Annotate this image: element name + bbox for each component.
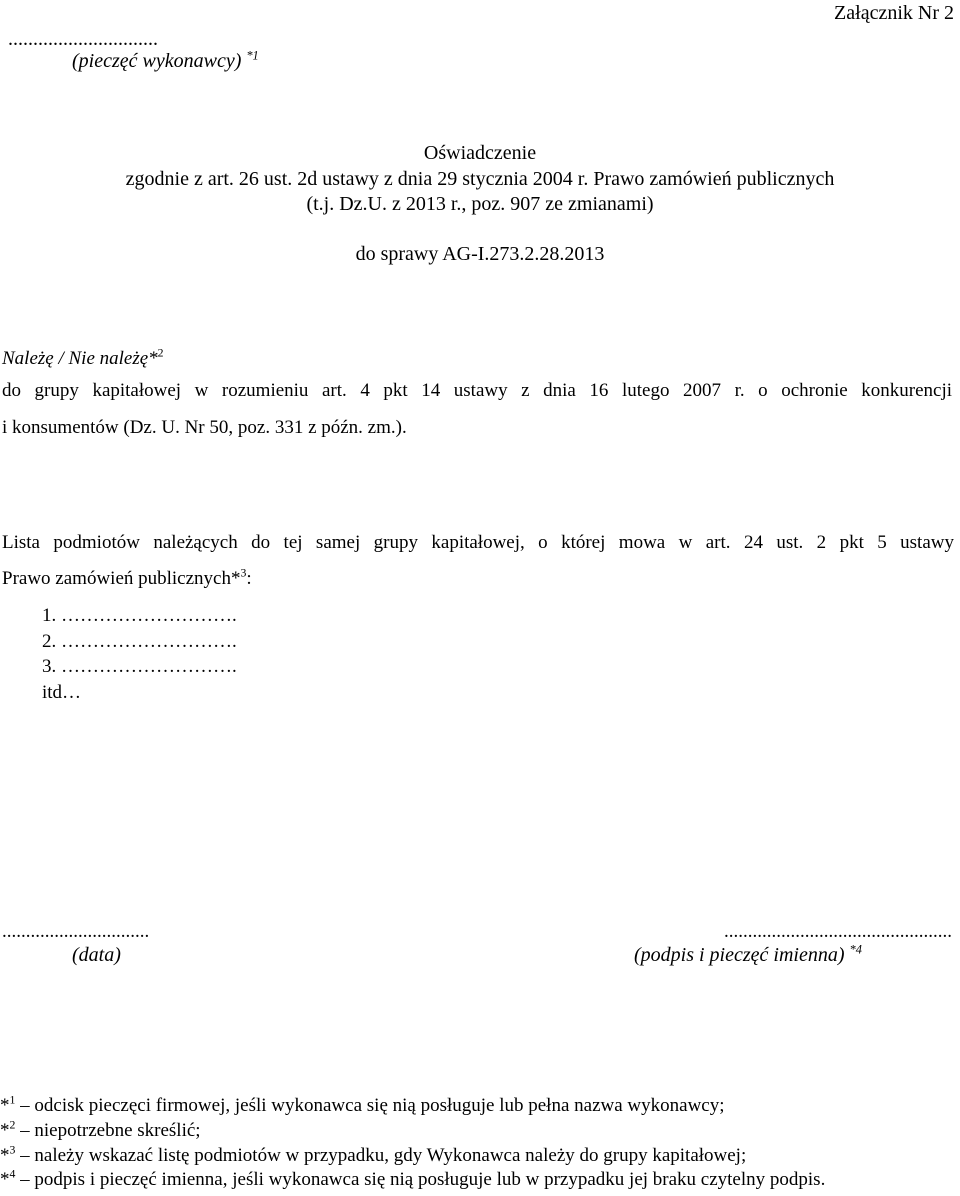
stamp-label-text: (pieczęć wykonawcy): [72, 50, 242, 72]
list-item: 3. ……………………….: [42, 656, 237, 677]
membership-line1: do grupy kapitałowej w rozumieniu art. 4 pkt 14 ustawy z dnia 16 lutego 2007 r. o ochronie konkurencji: [2, 380, 952, 401]
date-label: (data): [72, 944, 121, 966]
footnote-3: [0, 1145, 746, 1167]
date-dots: ...............................: [2, 921, 150, 942]
signature-footnote-ref: *4: [849, 942, 862, 957]
signature-label-text: (podpis i pieczęć imienna): [634, 944, 845, 966]
footnote-number: 4: [9, 1167, 16, 1181]
list-intro-line2: [2, 568, 252, 590]
footnote-text: – niepotrzebne skreślić;: [15, 1120, 201, 1141]
stamp-dots: ..............................: [8, 28, 158, 50]
legal-basis-line1: zgodnie z art. 26 ust. 2d ustawy z dnia 29 stycznia 2004 r. Prawo zamówień publicznych: [125, 168, 835, 190]
footnote-asterisk: *: [0, 1120, 10, 1141]
membership-footnote-ref: 2: [157, 346, 164, 360]
footnote-number: 3: [9, 1143, 16, 1157]
list-item: 2. ……………………….: [42, 631, 237, 652]
footnote-text: – odcisk pieczęci firmowej, jeśli wykonawca się nią posługuje lub pełna nazwa wykonawcy;: [15, 1095, 725, 1116]
footnote-number: 2: [9, 1118, 16, 1132]
legal-basis-line2: (t.j. Dz.U. z 2013 r., poz. 907 ze zmianami): [306, 193, 654, 215]
case-reference: do sprawy AG-I.273.2.28.2013: [355, 243, 605, 265]
annex-label: Załącznik Nr 2: [834, 2, 954, 24]
list-intro-text: Prawo zamówień publicznych*: [2, 568, 241, 589]
footnote-4: [0, 1169, 825, 1191]
document-heading: Oświadczenie: [423, 142, 537, 164]
footnote-number: 1: [9, 1093, 16, 1107]
list-intro-colon: :: [246, 568, 252, 589]
footnote-asterisk: *: [0, 1145, 10, 1166]
signature-label: [634, 944, 862, 967]
list-item: itd…: [42, 682, 82, 703]
footnote-1: [0, 1095, 725, 1117]
list-intro-line1: Lista podmiotów należących do tej samej grupy kapitałowej, o której mowa w art. 24 ust. 2 pkt 5 ustawy: [2, 532, 954, 553]
footnote-text: – podpis i pieczęć imienna, jeśli wykonawca się nią posługuje lub w przypadku jej braku czytelny podpis.: [15, 1169, 826, 1190]
stamp-footnote-ref: *1: [246, 48, 259, 63]
stamp-label: [72, 50, 259, 73]
footnote-asterisk: *: [0, 1095, 10, 1116]
footnote-2: [0, 1120, 201, 1142]
signature-dots: ................................................: [724, 921, 952, 942]
membership-choice: [2, 348, 164, 370]
membership-line2: i konsumentów (Dz. U. Nr 50, poz. 331 z późn. zm.).: [2, 417, 407, 438]
footnote-text: – należy wskazać listę podmiotów w przypadku, gdy Wykonawca należy do grupy kapitałowej;: [15, 1145, 747, 1166]
list-footnote-ref: 3: [240, 566, 247, 580]
list-item: 1. ……………………….: [42, 605, 237, 626]
membership-choice-text: Należę / Nie należę*: [2, 348, 158, 369]
footnote-asterisk: *: [0, 1169, 10, 1190]
